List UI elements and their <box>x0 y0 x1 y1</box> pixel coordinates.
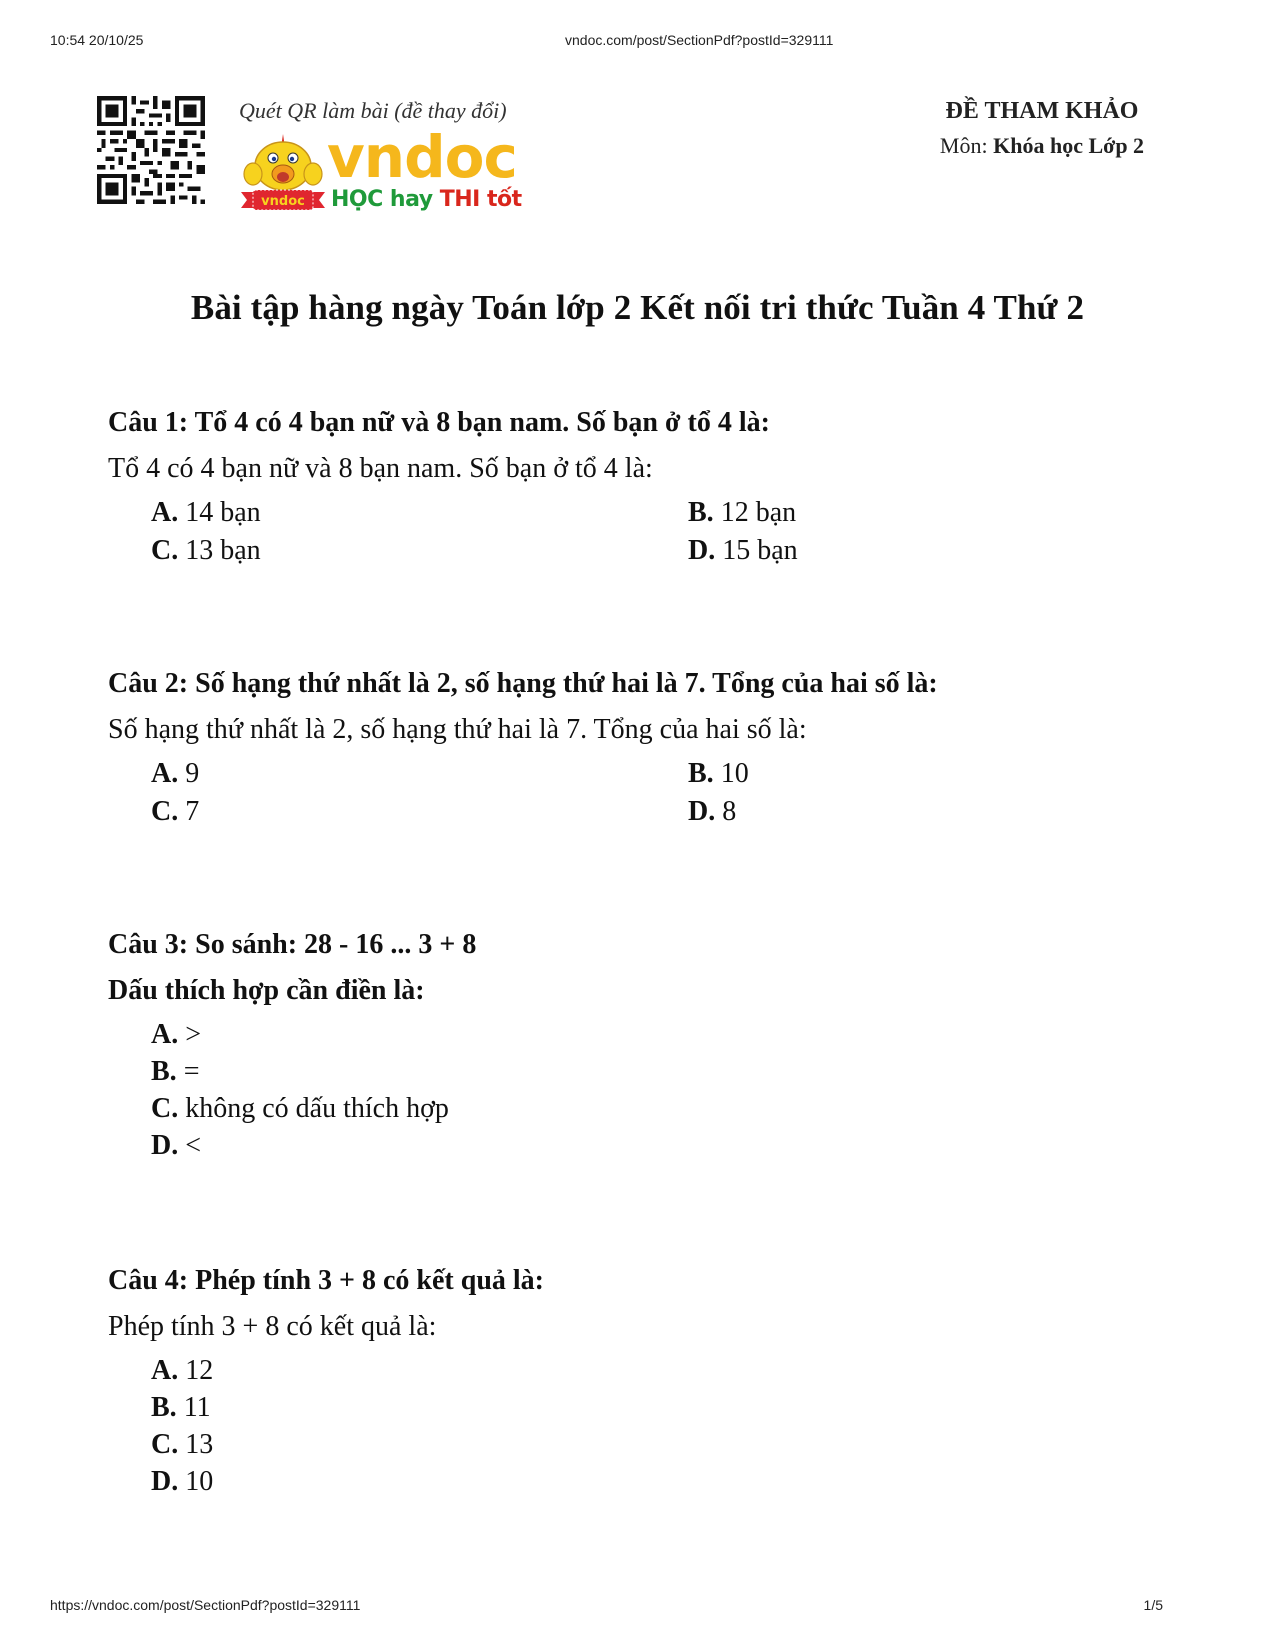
brand-slogan <box>331 186 522 214</box>
option-a[interactable]: A. 12 <box>151 1355 214 1386</box>
option-b[interactable]: B. 11 <box>151 1392 211 1423</box>
document-title: Bài tập hàng ngày Toán lớp 2 Kết nối tri thức Tuần 4 Thứ 2 <box>190 288 1085 327</box>
question-body: Dấu thích hợp cần điền là: <box>108 975 425 1006</box>
question-3 <box>108 922 1188 1164</box>
scan-qr-caption: Quét QR làm bài (đề thay đổi) <box>239 98 507 123</box>
answer-options <box>151 1352 1188 1500</box>
slogan-part-2: THI tốt <box>439 187 522 212</box>
print-page-url: vndoc.com/post/SectionPdf?postId=329111 <box>565 32 834 48</box>
option-a[interactable]: A. 9 <box>151 758 200 789</box>
qr-code-icon[interactable] <box>97 96 205 204</box>
brand-name: vndoc <box>327 123 517 191</box>
reference-title: ĐỀ THAM KHẢO <box>945 98 1139 124</box>
option-c[interactable]: C. 13 bạn <box>151 535 261 566</box>
subject-line <box>907 126 1177 166</box>
subject-label: Môn: <box>939 133 994 158</box>
question-2 <box>108 661 1188 831</box>
question-4 <box>108 1258 1188 1500</box>
answer-options <box>151 755 1188 831</box>
question-body: Số hạng thứ nhất là 2, số hạng thứ hai là 7. Tổng của hai số là: <box>108 714 807 745</box>
print-footer <box>0 1597 1275 1617</box>
option-d[interactable]: D. 15 bạn <box>688 535 798 566</box>
option-a[interactable]: A. 14 bạn <box>151 497 261 528</box>
option-c[interactable]: C. 7 <box>151 796 200 827</box>
option-d[interactable]: D. 8 <box>688 796 737 827</box>
svg-text:vndoc: vndoc <box>261 194 305 209</box>
answer-options <box>151 494 1188 570</box>
print-header <box>0 32 1275 52</box>
option-c[interactable]: C. không có dấu thích hợp <box>151 1093 449 1124</box>
subject-value: Khóa học Lớp 2 <box>993 133 1145 158</box>
print-footer-url: https://vndoc.com/post/SectionPdf?postId=329111 <box>50 1597 361 1613</box>
option-d[interactable]: D. 10 <box>151 1466 214 1497</box>
slogan-part-1: HỌC hay <box>331 187 440 212</box>
question-heading: Câu 1: Tổ 4 có 4 bạn nữ và 8 bạn nam. Số bạn ở tổ 4 là: <box>108 407 770 438</box>
option-b[interactable]: B. 10 <box>688 758 749 789</box>
question-1 <box>108 400 1188 570</box>
option-a[interactable]: A. > <box>151 1019 202 1050</box>
option-c[interactable]: C. 13 <box>151 1429 214 1460</box>
question-heading: Câu 2: Số hạng thứ nhất là 2, số hạng thứ hai là 7. Tổng của hai số là: <box>108 668 938 699</box>
option-d[interactable]: D. < <box>151 1130 202 1161</box>
chicken-mascot-icon <box>239 130 327 216</box>
answer-options <box>151 1016 1188 1164</box>
question-body: Phép tính 3 + 8 có kết quả là: <box>108 1311 437 1342</box>
page-indicator: 1/5 <box>1143 1597 1163 1613</box>
question-body: Tổ 4 có 4 bạn nữ và 8 bạn nam. Số bạn ở tổ 4 là: <box>108 453 653 484</box>
vndoc-logo[interactable] <box>239 123 529 220</box>
document-banner <box>97 96 1177 226</box>
option-b[interactable]: B. 12 bạn <box>688 497 797 528</box>
print-datetime: 10:54 20/10/25 <box>50 32 144 48</box>
question-heading: Câu 4: Phép tính 3 + 8 có kết quả là: <box>108 1265 544 1296</box>
option-b[interactable]: B. = <box>151 1056 200 1087</box>
reference-box <box>907 96 1177 166</box>
question-heading: Câu 3: So sánh: 28 - 16 ... 3 + 8 <box>108 929 477 960</box>
